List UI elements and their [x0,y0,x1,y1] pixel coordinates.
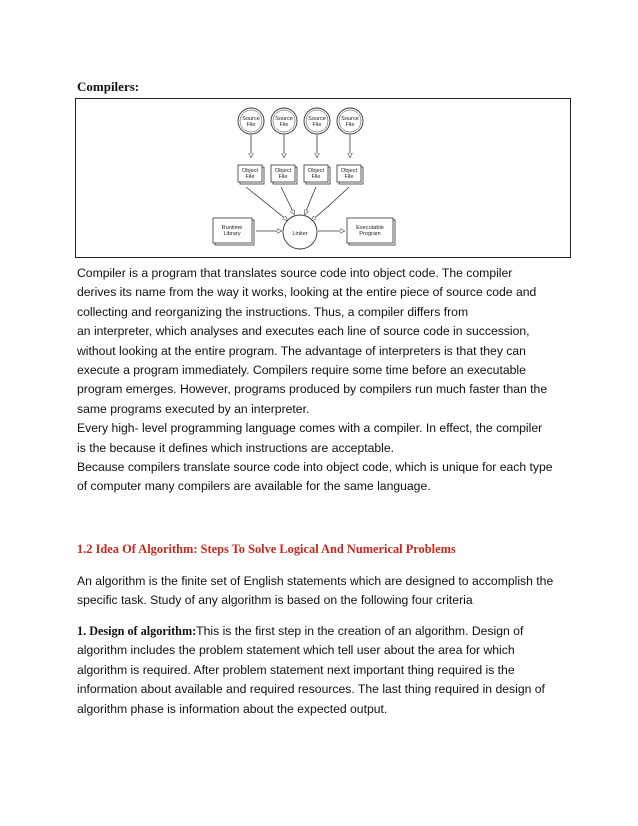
page-heading: Compilers: [77,79,140,94]
text-line: is the because it defines which instructions are acceptable. [77,440,395,455]
compiler-diagram-svg [76,99,570,257]
executable-program-label: Executable Program [356,225,384,238]
text-line: derives its name from the way it works, looking at the entire piece of source code and [77,285,537,300]
linker-label: Linker [292,231,308,237]
text-line: algorithm phase is information about the expected output. [77,701,388,716]
compiler-paragraph [77,264,567,497]
object-file-label: Object File [274,168,292,181]
text-line: program emerges. However, programs produced by compilers run much faster than the [77,382,548,397]
object-file-label: Object File [307,168,325,181]
design-paragraph [77,622,567,719]
text-line: An algorithm is the finite set of English statements which are designed to accomplish the [77,574,554,588]
text-line: execute a program immediately. Compilers require some time before an executable [77,363,526,378]
text-line: without looking at the entire program. The advantage of interpreters is that they can [77,343,526,358]
source-file-label: Source File [275,116,293,129]
source-file-label: Source File [242,116,260,129]
source-file-label: Source File [308,116,326,129]
runtime-library-label: Runtime Library [221,225,243,238]
text-line: Compiler is a program that translates source code into object code. The compiler [77,266,513,280]
object-file-label: Object File [241,168,259,181]
source-file-label: Source File [341,116,359,129]
text-line: Every high- level programming language comes with a compiler. In effect, the compiler [77,421,543,436]
text-line: of computer many compilers are available for the same language. [77,479,431,494]
text-line: an interpreter, which analyses and executes each line of source code in succession, [77,324,530,339]
arrow-object-to-linker [281,187,294,214]
section-title: 1.2 Idea Of Algorithm: Steps To Solve Logical And Numerical Problems [77,542,456,556]
design-first-line: This is the first step in the creation of an algorithm. Design of [196,624,524,638]
arrow-object-to-linker [246,187,287,220]
text-line: Because compilers translate source code into object code, which is unique for each type [77,460,553,475]
text-line: collecting and reorganizing the instructions. Thus, a compiler differs from [77,304,469,319]
text-line: same programs executed by an interpreter. [77,401,310,416]
text-line [77,622,567,641]
text-line: algorithm is required. After problem statement next important thing required is the [77,662,515,677]
design-lead: 1. Design of algorithm: [77,624,197,638]
object-file-label: Object File [340,168,358,181]
arrow-object-to-linker [312,187,349,220]
arrow-object-to-linker [305,187,316,214]
text-line: specific task. Study of any algorithm is based on the following four criteria [77,593,473,608]
text-line: algorithm includes the problem statement which tell user about the area for which [77,643,515,658]
compiler-diagram [75,98,571,258]
algorithm-intro-paragraph [77,572,567,611]
text-line: information about available and required resources. The last thing required in design of [77,682,545,697]
